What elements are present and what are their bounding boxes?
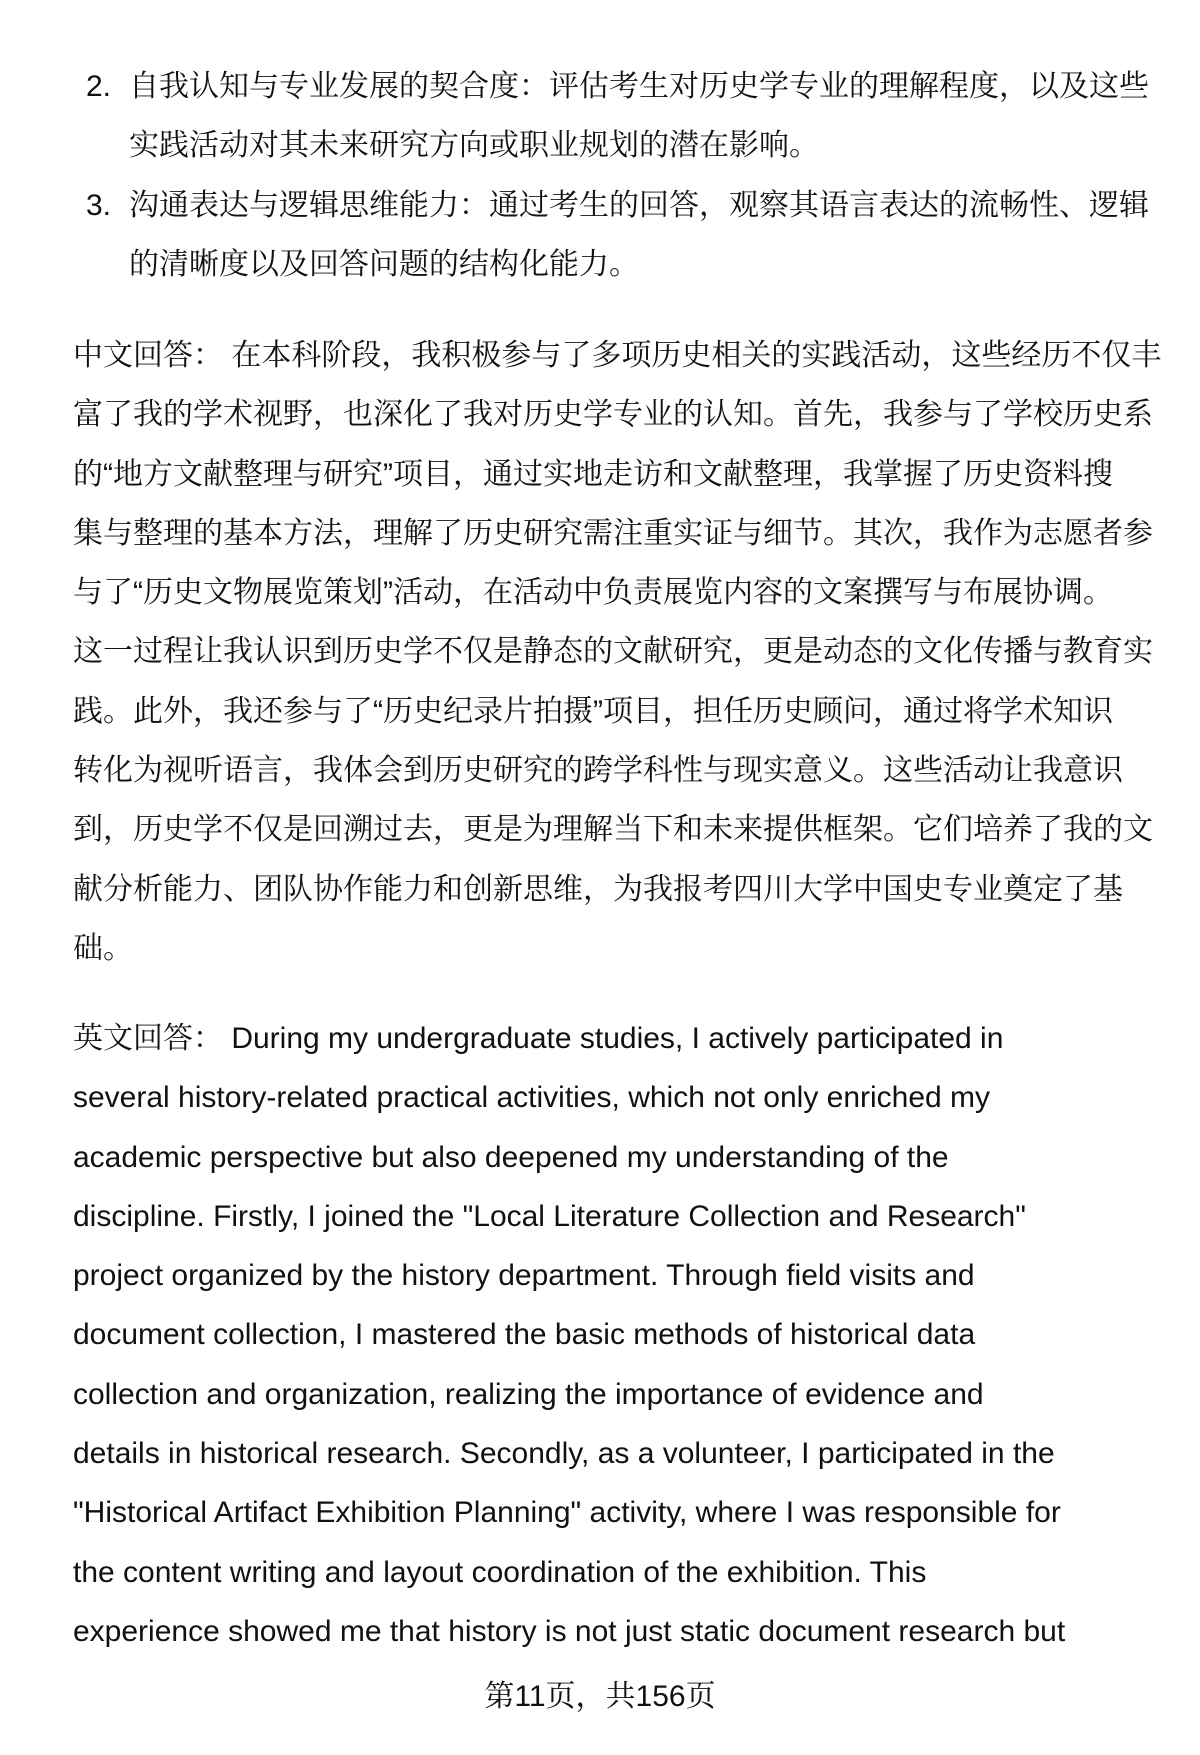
list-item-line: 的清晰度以及回答问题的结构化能力。 — [129, 247, 639, 281]
list-item-number: 3. — [86, 188, 112, 222]
paragraph-line: document collection, I mastered the basic methods of historical data — [73, 1318, 976, 1352]
list-item-line: 沟通表达与逻辑思维能力：通过考生的回答，观察其语言表达的流畅性、逻辑 — [129, 188, 1149, 222]
chinese-answer-paragraph — [73, 326, 1183, 978]
criteria-list — [0, 57, 1200, 294]
paragraph-line: 集与整理的基本方法，理解了历史研究需注重实证与细节。其次，我作为志愿者参 — [73, 516, 1153, 550]
paragraph-line: details in historical research. Secondly, as a volunteer, I participated in the — [73, 1437, 1055, 1471]
paragraph-line: project organized by the history department. Through field visits and — [73, 1259, 975, 1293]
paragraph-line: 献分析能力、团队协作能力和创新思维，为我报考四川大学中国史专业奠定了基 — [73, 872, 1123, 906]
paragraph-line: 中文回答： 在本科阶段，我积极参与了多项历史相关的实践活动，这些经历不仅丰 — [73, 339, 1162, 372]
page-indicator: 第11页，共156页 — [484, 1680, 716, 1713]
paragraph-line: experience showed me that history is not just static document research but — [73, 1614, 1066, 1648]
paragraph-line: collection and organization, realizing the importance of evidence and — [73, 1377, 984, 1411]
paragraph-line: 践。此外，我还参与了“历史纪录片拍摄”项目，担任历史顾问，通过将学术知识 — [73, 694, 1113, 728]
paragraph-line: 与了“历史文物展览策划”活动，在活动中负责展览内容的文案撰写与布展协调。 — [73, 576, 1113, 610]
list-item — [0, 57, 1200, 176]
paragraph-line: 转化为视听语言，我体会到历史研究的跨学科性与现实意义。这些活动让我意识 — [73, 754, 1123, 788]
paragraph-line: 的“地方文献整理与研究”项目，通过实地走访和文献整理，我掌握了历史资料搜 — [73, 457, 1113, 491]
paragraph-line: academic perspective but also deepened my understanding of the — [73, 1140, 949, 1174]
paragraph-line: 英文回答： During my undergraduate studies, I actively participated in — [73, 1022, 1004, 1055]
list-item — [0, 176, 1200, 295]
paragraph-line: 到，历史学不仅是回溯过去，更是为理解当下和未来提供框架。它们培养了我的文 — [73, 813, 1153, 847]
paragraph-line: 础。 — [73, 931, 133, 965]
paragraph-line: 富了我的学术视野，也深化了我对历史学专业的认知。首先，我参与了学校历史系 — [73, 398, 1153, 432]
list-item-line: 自我认知与专业发展的契合度：评估考生对历史学专业的理解程度，以及这些 — [129, 70, 1149, 103]
list-item-line: 实践活动对其未来研究方向或职业规划的潜在影响。 — [129, 129, 819, 163]
paragraph-line: "Historical Artifact Exhibition Planning" activity, where I was responsible for — [73, 1496, 1061, 1530]
paragraph-line: discipline. Firstly, I joined the "Local Literature Collection and Research" — [73, 1199, 1026, 1233]
list-item-number: 2. — [86, 70, 112, 103]
english-answer-paragraph — [73, 1009, 1183, 1661]
paragraph-line: several history-related practical activities, which not only enriched my — [73, 1081, 991, 1115]
paragraph-line: 这一过程让我认识到历史学不仅是静态的文献研究，更是动态的文化传播与教育实 — [73, 635, 1153, 669]
paragraph-line: the content writing and layout coordination of the exhibition. This — [73, 1555, 927, 1589]
